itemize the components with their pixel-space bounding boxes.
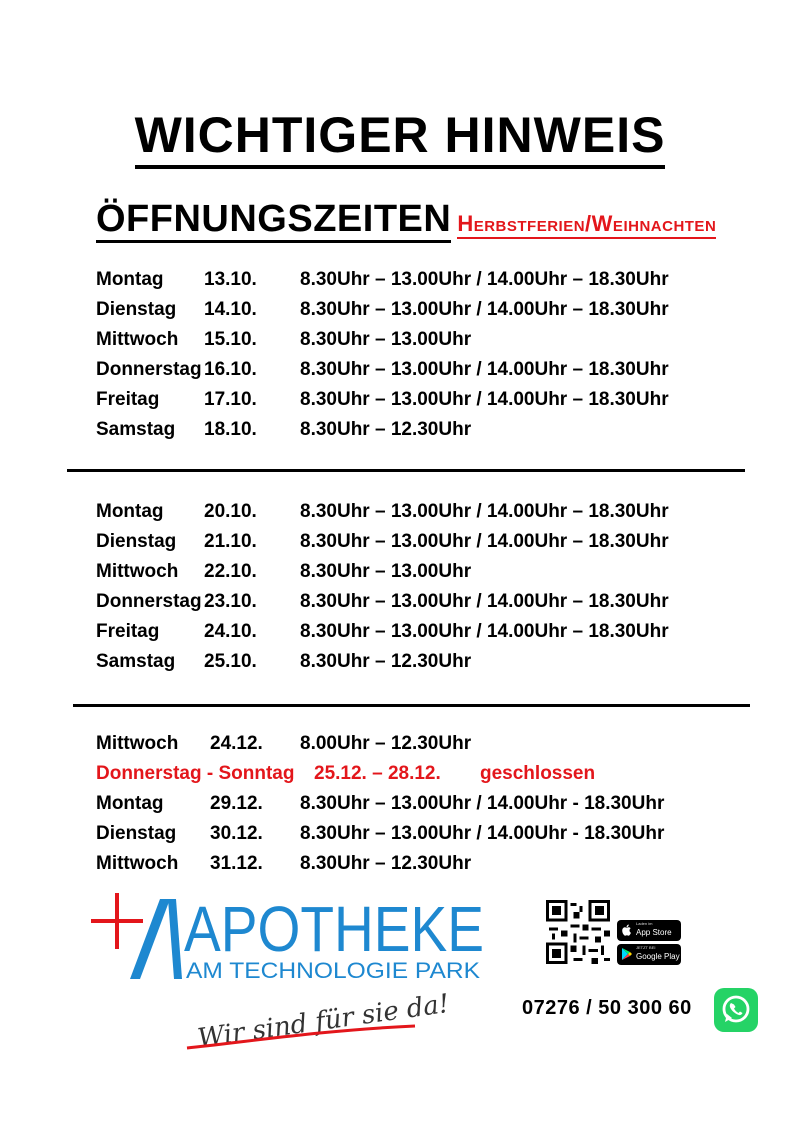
row-day: Montag [96, 793, 164, 814]
row-date: 15.10. [204, 329, 257, 350]
google-play-pre: JETZT BEI [636, 945, 656, 950]
row-date: 31.12. [210, 853, 263, 874]
pharmacy-logo [90, 893, 490, 983]
row-day: Samstag [96, 419, 176, 440]
row-time: 8.30Uhr – 12.30Uhr [300, 853, 472, 874]
row-time: 8.30Uhr – 13.00Uhr [300, 561, 472, 582]
row-time: 8.30Uhr – 13.00Uhr [300, 329, 472, 350]
row-date: 17.10. [204, 389, 257, 410]
row-day: Mittwoch [96, 329, 179, 350]
row-date: 21.10. [204, 531, 257, 552]
row-day: Mittwoch [96, 733, 179, 754]
row-day: Freitag [96, 621, 160, 642]
logo-a-right [168, 899, 182, 979]
row-day: Mittwoch [96, 853, 179, 874]
subtitle-main: ÖFFNUNGSZEITEN [96, 198, 451, 243]
qr-code-icon[interactable] [546, 900, 610, 964]
row-day: Montag [96, 501, 164, 522]
logo-a-left [130, 899, 170, 979]
row-time: 8.30Uhr – 13.00Uhr / 14.00Uhr – 18.30Uhr [300, 359, 669, 380]
row-date: 20.10. [204, 501, 257, 522]
row-day: Dienstag [96, 531, 177, 552]
phone-number[interactable]: 07276 / 50 300 60 [522, 997, 692, 1019]
app-store-label: App Store [636, 928, 672, 937]
row-day: Montag [96, 269, 164, 290]
logo-subtext: AM TECHNOLOGIE PARK [186, 958, 481, 983]
row-day: Donnerstag [96, 359, 202, 380]
row-time: 8.30Uhr – 13.00Uhr / 14.00Uhr – 18.30Uhr [300, 591, 669, 612]
google-play-icon [621, 947, 633, 961]
row-date: 23.10. [204, 591, 257, 612]
row-time: 8.30Uhr – 12.30Uhr [300, 419, 472, 440]
subtitle [96, 198, 716, 243]
logo-text: APOTHEKE [184, 893, 484, 965]
row-time: 8.30Uhr – 13.00Uhr / 14.00Uhr – 18.30Uhr [300, 621, 669, 642]
row-date: 16.10. [204, 359, 257, 380]
row-day: Dienstag [96, 299, 177, 320]
google-play-label: Google Play [636, 952, 680, 961]
row-date: 25.10. [204, 651, 257, 672]
row-date: 13.10. [204, 269, 257, 290]
row-time: 8.30Uhr – 13.00Uhr / 14.00Uhr – 18.30Uhr [300, 531, 669, 552]
closed-dates: 25.12. – 28.12. [314, 763, 441, 784]
row-time: 8.30Uhr – 13.00Uhr / 14.00Uhr - 18.30Uhr [300, 793, 665, 814]
slogan-signature [185, 988, 452, 1060]
row-time: 8.30Uhr – 13.00Uhr / 14.00Uhr – 18.30Uhr [300, 269, 669, 290]
row-day: Dienstag [96, 823, 177, 844]
row-time: 8.30Uhr – 13.00Uhr / 14.00Uhr – 18.30Uhr [300, 389, 669, 410]
divider [67, 469, 745, 472]
logo-cross-vertical [115, 893, 119, 949]
divider [73, 704, 750, 707]
row-date: 29.12. [210, 793, 263, 814]
app-store-pre: Laden im [636, 921, 653, 926]
apple-icon [621, 923, 633, 937]
slogan-text: Wir sind für sie da! [195, 988, 452, 1054]
page-title: WICHTIGER HINWEIS [0, 106, 800, 169]
row-time: 8.30Uhr – 13.00Uhr / 14.00Uhr - 18.30Uhr [300, 823, 665, 844]
subtitle-note: Herbstferien/Weihnachten [457, 213, 716, 239]
row-date: 30.12. [210, 823, 263, 844]
row-date: 18.10. [204, 419, 257, 440]
row-time: 8.30Uhr – 13.00Uhr / 14.00Uhr – 18.30Uhr [300, 299, 669, 320]
closed-days: Donnerstag - Sonntag [96, 763, 295, 784]
row-day: Mittwoch [96, 561, 179, 582]
row-date: 14.10. [204, 299, 257, 320]
closed-status: geschlossen [480, 763, 596, 784]
row-date: 24.10. [204, 621, 257, 642]
row-time: 8.30Uhr – 12.30Uhr [300, 651, 472, 672]
row-time: 8.00Uhr – 12.30Uhr [300, 733, 472, 754]
row-time: 8.30Uhr – 13.00Uhr / 14.00Uhr – 18.30Uhr [300, 501, 669, 522]
whatsapp-icon[interactable] [714, 988, 758, 1032]
google-play-badge[interactable] [617, 944, 681, 965]
row-day: Samstag [96, 651, 176, 672]
app-store-badge[interactable] [617, 920, 681, 941]
row-date: 22.10. [204, 561, 257, 582]
row-day: Freitag [96, 389, 160, 410]
row-day: Donnerstag [96, 591, 202, 612]
row-date: 24.12. [210, 733, 263, 754]
